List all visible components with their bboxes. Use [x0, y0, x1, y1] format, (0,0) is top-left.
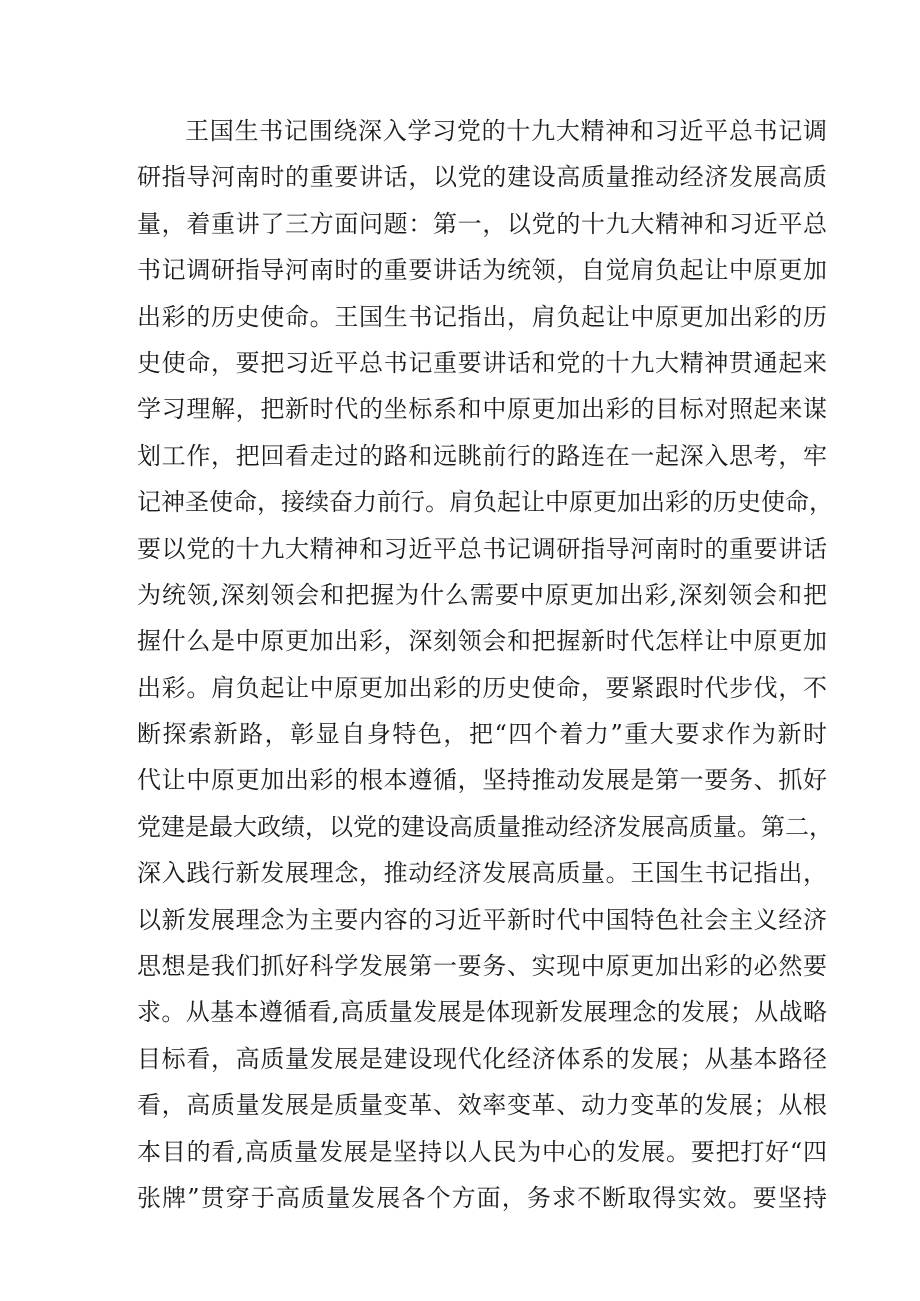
- text-line: 断探索新路，彰显自身特色，把“四个着力”重大要求作为新时: [137, 720, 827, 749]
- text-line: 研指导河南时的重要讲话，以党的建设高质量推动经济发展高质: [137, 163, 827, 192]
- text-line: 书记调研指导河南时的重要讲话为统领，自觉肩负起让中原更加: [137, 256, 827, 285]
- text-line: 为统领,深刻领会和把握为什么需要中原更加出彩,深刻领会和把: [137, 580, 827, 609]
- text-line: 划工作，把回看走过的路和远眺前行的路连在一起深入思考，牢: [137, 441, 827, 470]
- text-line: 思想是我们抓好科学发展第一要务、实现中原更加出彩的必然要: [137, 952, 827, 981]
- text-line: 握什么是中原更加出彩，深刻领会和把握新时代怎样让中原更加: [137, 627, 827, 656]
- text-line: 量，着重讲了三方面问题：第一，以党的十九大精神和习近平总: [137, 209, 827, 238]
- text-line: 代让中原更加出彩的根本遵循，坚持推动发展是第一要务、抓好: [137, 766, 827, 795]
- text-line: 王国生书记围绕深入学习党的十九大精神和习近平总书记调: [185, 117, 827, 145]
- text-line: 要以党的十九大精神和习近平总书记调研指导河南时的重要讲话: [137, 534, 827, 563]
- text-line: 史使命，要把习近平总书记重要讲话和党的十九大精神贯通起来: [137, 348, 827, 377]
- text-line: 出彩。肩负起让中原更加出彩的历史使命，要紧跟时代步伐，不: [137, 673, 827, 702]
- text-line: 出彩的历史使命。王国生书记指出，肩负起让中原更加出彩的历: [137, 302, 827, 331]
- text-line: 目标看，高质量发展是建设现代化经济体系的发展；从基本路径: [137, 1044, 827, 1073]
- text-line: 本目的看,高质量发展是坚持以人民为中心的发展。要把打好“四: [137, 1137, 827, 1166]
- text-line: 张牌”贯穿于高质量发展各个方面，务求不断取得实效。要坚持: [137, 1183, 827, 1212]
- text-line: 求。从基本遵循看,高质量发展是体现新发展理念的发展；从战略: [137, 998, 827, 1027]
- text-line: 记神圣使命，接续奋力前行。肩负起让中原更加出彩的历史使命，: [137, 488, 833, 517]
- text-line: 学习理解，把新时代的坐标系和中原更加出彩的目标对照起来谋: [137, 395, 827, 424]
- text-line: 深入践行新发展理念，推动经济发展高质量。王国生书记指出，: [137, 859, 827, 888]
- text-line: 以新发展理念为主要内容的习近平新时代中国特色社会主义经济: [137, 905, 827, 934]
- text-line: 党建是最大政绩，以党的建设高质量推动经济发展高质量。第二，: [137, 812, 833, 841]
- body-paragraph: [137, 108, 833, 1221]
- text-line: 看，高质量发展是质量变革、效率变革、动力变革的发展；从根: [137, 1091, 827, 1120]
